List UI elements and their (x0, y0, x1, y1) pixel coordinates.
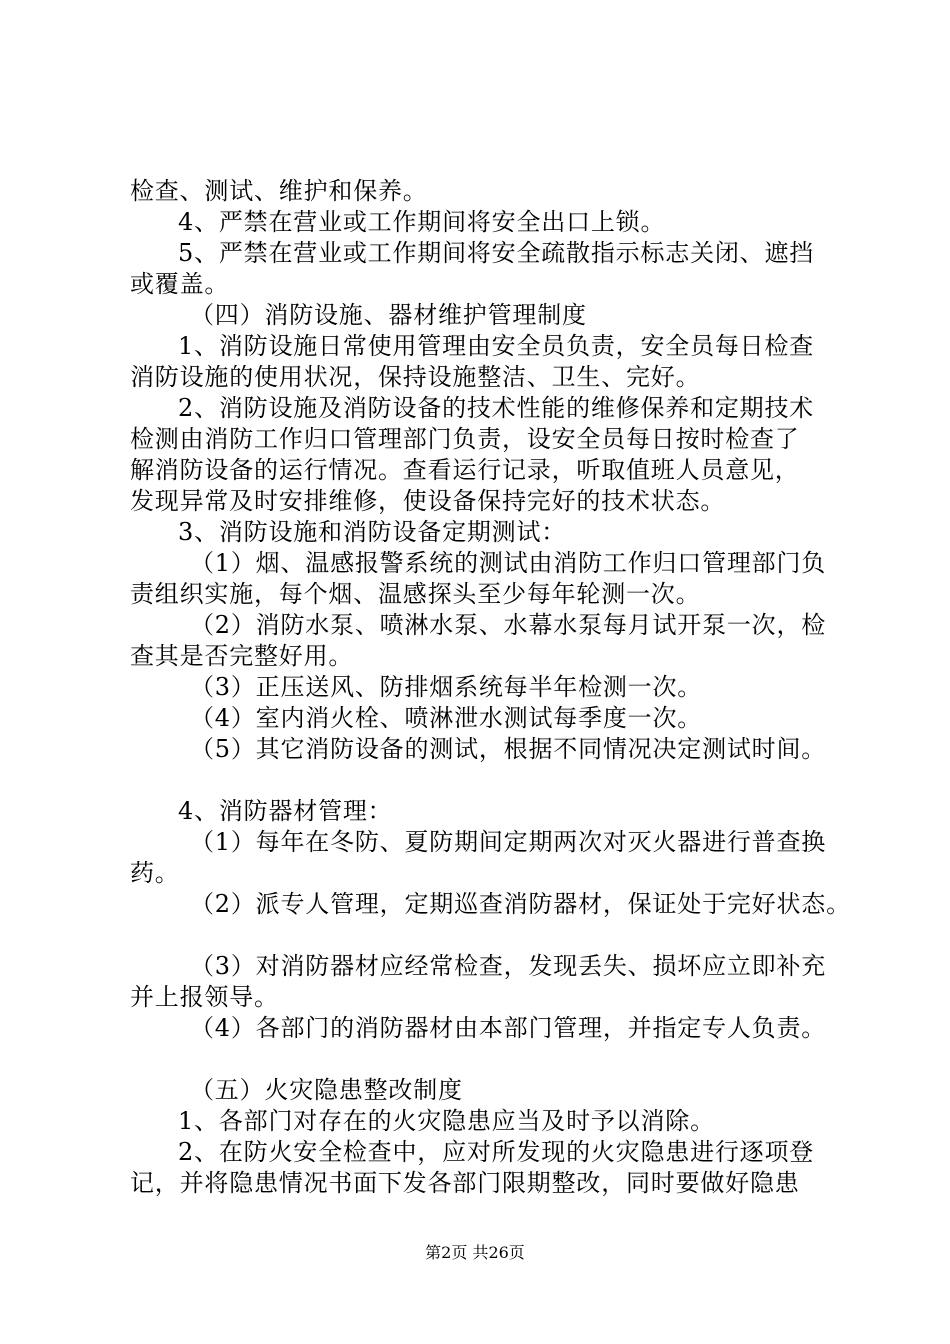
text-line: 检测由消防工作归口管理部门负责，设安全员每日按时检查了 (130, 425, 800, 453)
section-heading: （四）消防设施、器材维护管理制度 (190, 301, 587, 329)
text-line: 5、严禁在营业或工作期间将安全疏散指示标志关闭、遮挡 (178, 239, 815, 267)
text-line: （1）烟、温感报警系统的测试由消防工作归口管理部门负 (190, 549, 827, 577)
text-line: 1、消防设施日常使用管理由安全员负责，安全员每日检查 (178, 332, 815, 360)
text-line: 或覆盖。 (130, 270, 230, 298)
text-line: 责组织实施，每个烟、温感探头至少每年轮测一次。 (130, 580, 701, 608)
text-line: 并上报领导。 (130, 983, 279, 1011)
text-line: （5）其它消防设备的测试，根据不同情况决定测试时间。 (190, 735, 827, 763)
text-line: 1、各部门对存在的火灾隐患应当及时予以消除。 (178, 1107, 715, 1135)
text-line: （4）室内消火栓、喷淋泄水测试每季度一次。 (190, 704, 703, 732)
text-line: 发现异常及时安排维修，使设备保持完好的技术状态。 (130, 487, 726, 515)
text-line: （3）对消防器材应经常检查，发现丢失、损坏应立即补充 (190, 952, 827, 980)
text-line: 4、严禁在营业或工作期间将安全出口上锁。 (178, 208, 666, 236)
text-line: （1）每年在冬防、夏防期间定期两次对灭火器进行普查换 (190, 828, 827, 856)
text-line: 记，并将隐患情况书面下发各部门限期整改，同时要做好隐患 (130, 1169, 800, 1197)
text-line: （4）各部门的消防器材由本部门管理，并指定专人负责。 (190, 1014, 827, 1042)
text-line: 查其是否完整好用。 (130, 642, 354, 670)
text-line: （2）消防水泵、喷淋水泵、水幕水泵每月试开泵一次，检 (190, 611, 827, 639)
text-line: （3）正压送风、防排烟系统每半年检测一次。 (190, 673, 703, 701)
text-line: 4、消防器材管理： (178, 797, 393, 825)
page-number-footer: 第2页 共26页 (425, 1243, 525, 1262)
text-line: 2、消防设施及消防设备的技术性能的维修保养和定期技术 (178, 394, 815, 422)
text-line: 解消防设备的运行情况。查看运行记录，听取值班人员意见， (130, 456, 800, 484)
text-line: 3、消防设施和消防设备定期测试： (178, 518, 567, 546)
section-heading: （五）火灾隐患整改制度 (190, 1076, 463, 1104)
text-line: 2、在防火安全检查中，应对所发现的火灾隐患进行逐项登 (178, 1138, 815, 1166)
text-line: 药。 (130, 859, 180, 887)
text-line: 消防设施的使用状况，保持设施整洁、卫生、完好。 (130, 363, 701, 391)
text-line: （2）派专人管理，定期巡查消防器材，保证处于完好状态。 (190, 890, 851, 918)
text-line: 检查、测试、维护和保养。 (130, 177, 428, 205)
